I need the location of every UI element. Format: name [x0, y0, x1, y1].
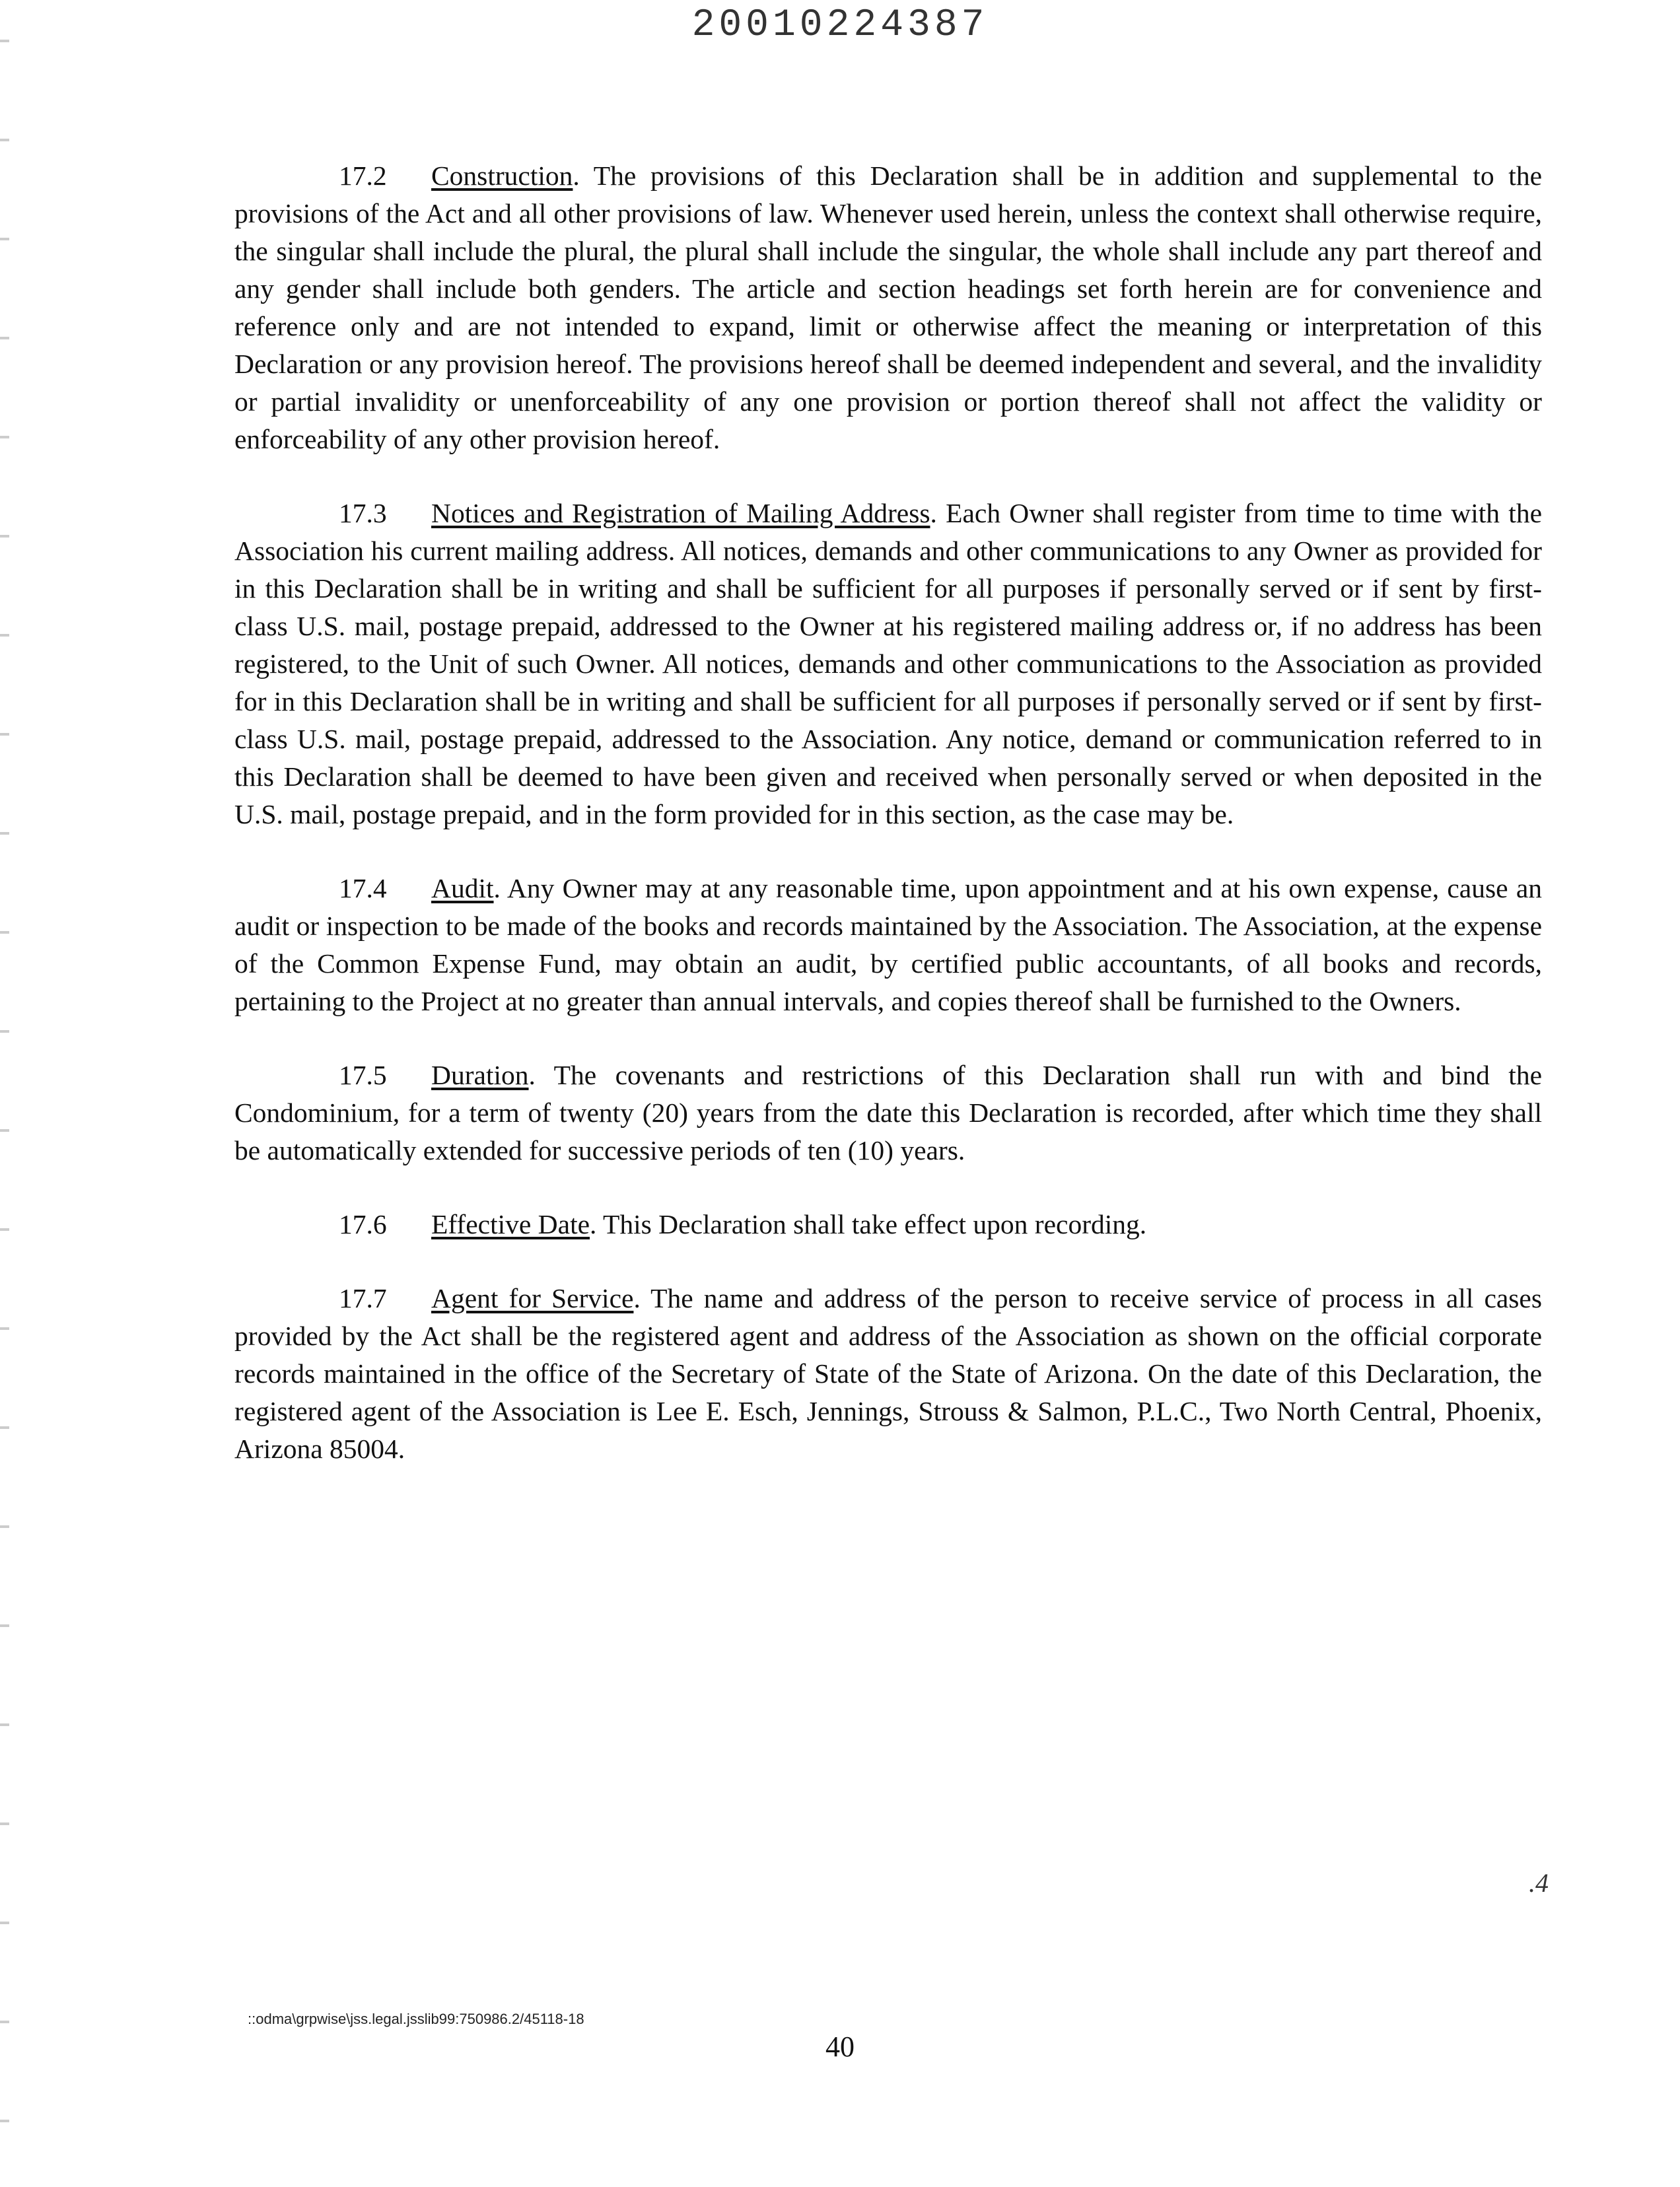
section-heading: Duration — [431, 1060, 529, 1090]
section-text: . This Declaration shall take effect upon recording. — [590, 1209, 1147, 1239]
section-text: . Any Owner may at any reasonable time, upon appointment and at his own expense, cause an audit or inspection to be made of the books and records maintained by the Association. The Association, at the expense of the Common Expense Fund, may obtain an audit, by certified public accountants, of all books and records, pertaining to the Project at no greater than annual intervals, and copies thereof shall be furnished to the Owners. — [234, 873, 1542, 1016]
section-heading: Audit — [431, 873, 494, 903]
section-text: . The covenants and restrictions of this Declaration shall run with and bind the Condominium, for a term of twenty (20) years from the date this Declaration is recorded, after which time they shall be automatically extended for successive periods of ten (10) years. — [234, 1060, 1542, 1165]
footer-document-path: ::odma\grpwise\jss.legal.jsslib99:750986.2/45118-18 — [248, 2011, 584, 2027]
section-heading: Construction — [431, 160, 573, 191]
section-17-7 — [234, 1280, 1542, 1468]
section-text: . The name and address of the person to receive service of process in all cases provided by the Act shall be the registered agent and address of the Association as shown on the official corporate records maintained in the office of the Secretary of State of the State of Arizona. On the date of this Declaration, the registered agent of the Association is Lee E. Esch, Jennings, Strouss & Salmon, P.L.C., Two North Central, Phoenix, Arizona 85004. — [234, 1283, 1543, 1464]
recording-number: 20010224387 — [691, 4, 989, 47]
section-number: 17.3 — [339, 498, 387, 528]
section-text: . The provisions of this Declaration shall be in addition and supplemental to the provisions of the Act and all other provisions of law. Whenever used herein, unless the context shall otherwise require, the singular shall include the plural, the plural shall include the singular, the whole shall include any part thereof and any gender shall include both genders. The article and section headings set forth herein are for convenience and reference only and are not intended to expand, limit or otherwise affect the meaning or interpretation of this Declaration or any provision hereof. The provisions hereof shall be deemed independent and several, and the invalidity or partial invalidity or unenforceability of any one provision or portion thereof shall not affect the validity or enforceability of any other provision hereof. — [234, 160, 1542, 454]
section-number: 17.4 — [339, 873, 387, 903]
handwritten-mark: .4 — [1529, 1868, 1549, 1898]
section-heading: Effective Date — [431, 1209, 590, 1239]
page-number: 40 — [825, 2031, 855, 2063]
scan-edge-marks — [0, 0, 9, 2187]
section-17-4 — [234, 870, 1542, 1020]
section-number: 17.6 — [339, 1209, 387, 1239]
section-17-3 — [234, 495, 1542, 833]
section-17-5 — [234, 1057, 1542, 1169]
section-17-6 — [234, 1206, 1542, 1243]
section-17-2 — [234, 157, 1542, 458]
section-text: . Each Owner shall register from time to time with the Association his current mailing address. All notices, demands and other communications to any Owner as provided for in this Declaration shall be in writing and shall be sufficient for all purposes if personally served or if sent by first-class U.S. mail, postage prepaid, addressed to the Owner at his registered mailing address or, if no address has been registered, to the Unit of such Owner. All notices, demands and other communications to the Association as provided for in this Declaration shall be in writing and shall be sufficient for all purposes if personally served or if sent by first-class U.S. mail, postage prepaid, addressed to the Association. Any notice, demand or communication referred to in this Declaration shall be deemed to have been given and received when personally served or when deposited in the U.S. mail, postage prepaid, and in the form provided for in this section, as the case may be. — [234, 498, 1543, 829]
section-heading: Agent for Service — [431, 1283, 634, 1313]
section-number: 17.5 — [339, 1060, 387, 1090]
section-number: 17.2 — [339, 160, 387, 191]
document-body — [234, 157, 1542, 1504]
section-number: 17.7 — [339, 1283, 387, 1313]
section-heading: Notices and Registration of Mailing Address — [431, 498, 930, 528]
